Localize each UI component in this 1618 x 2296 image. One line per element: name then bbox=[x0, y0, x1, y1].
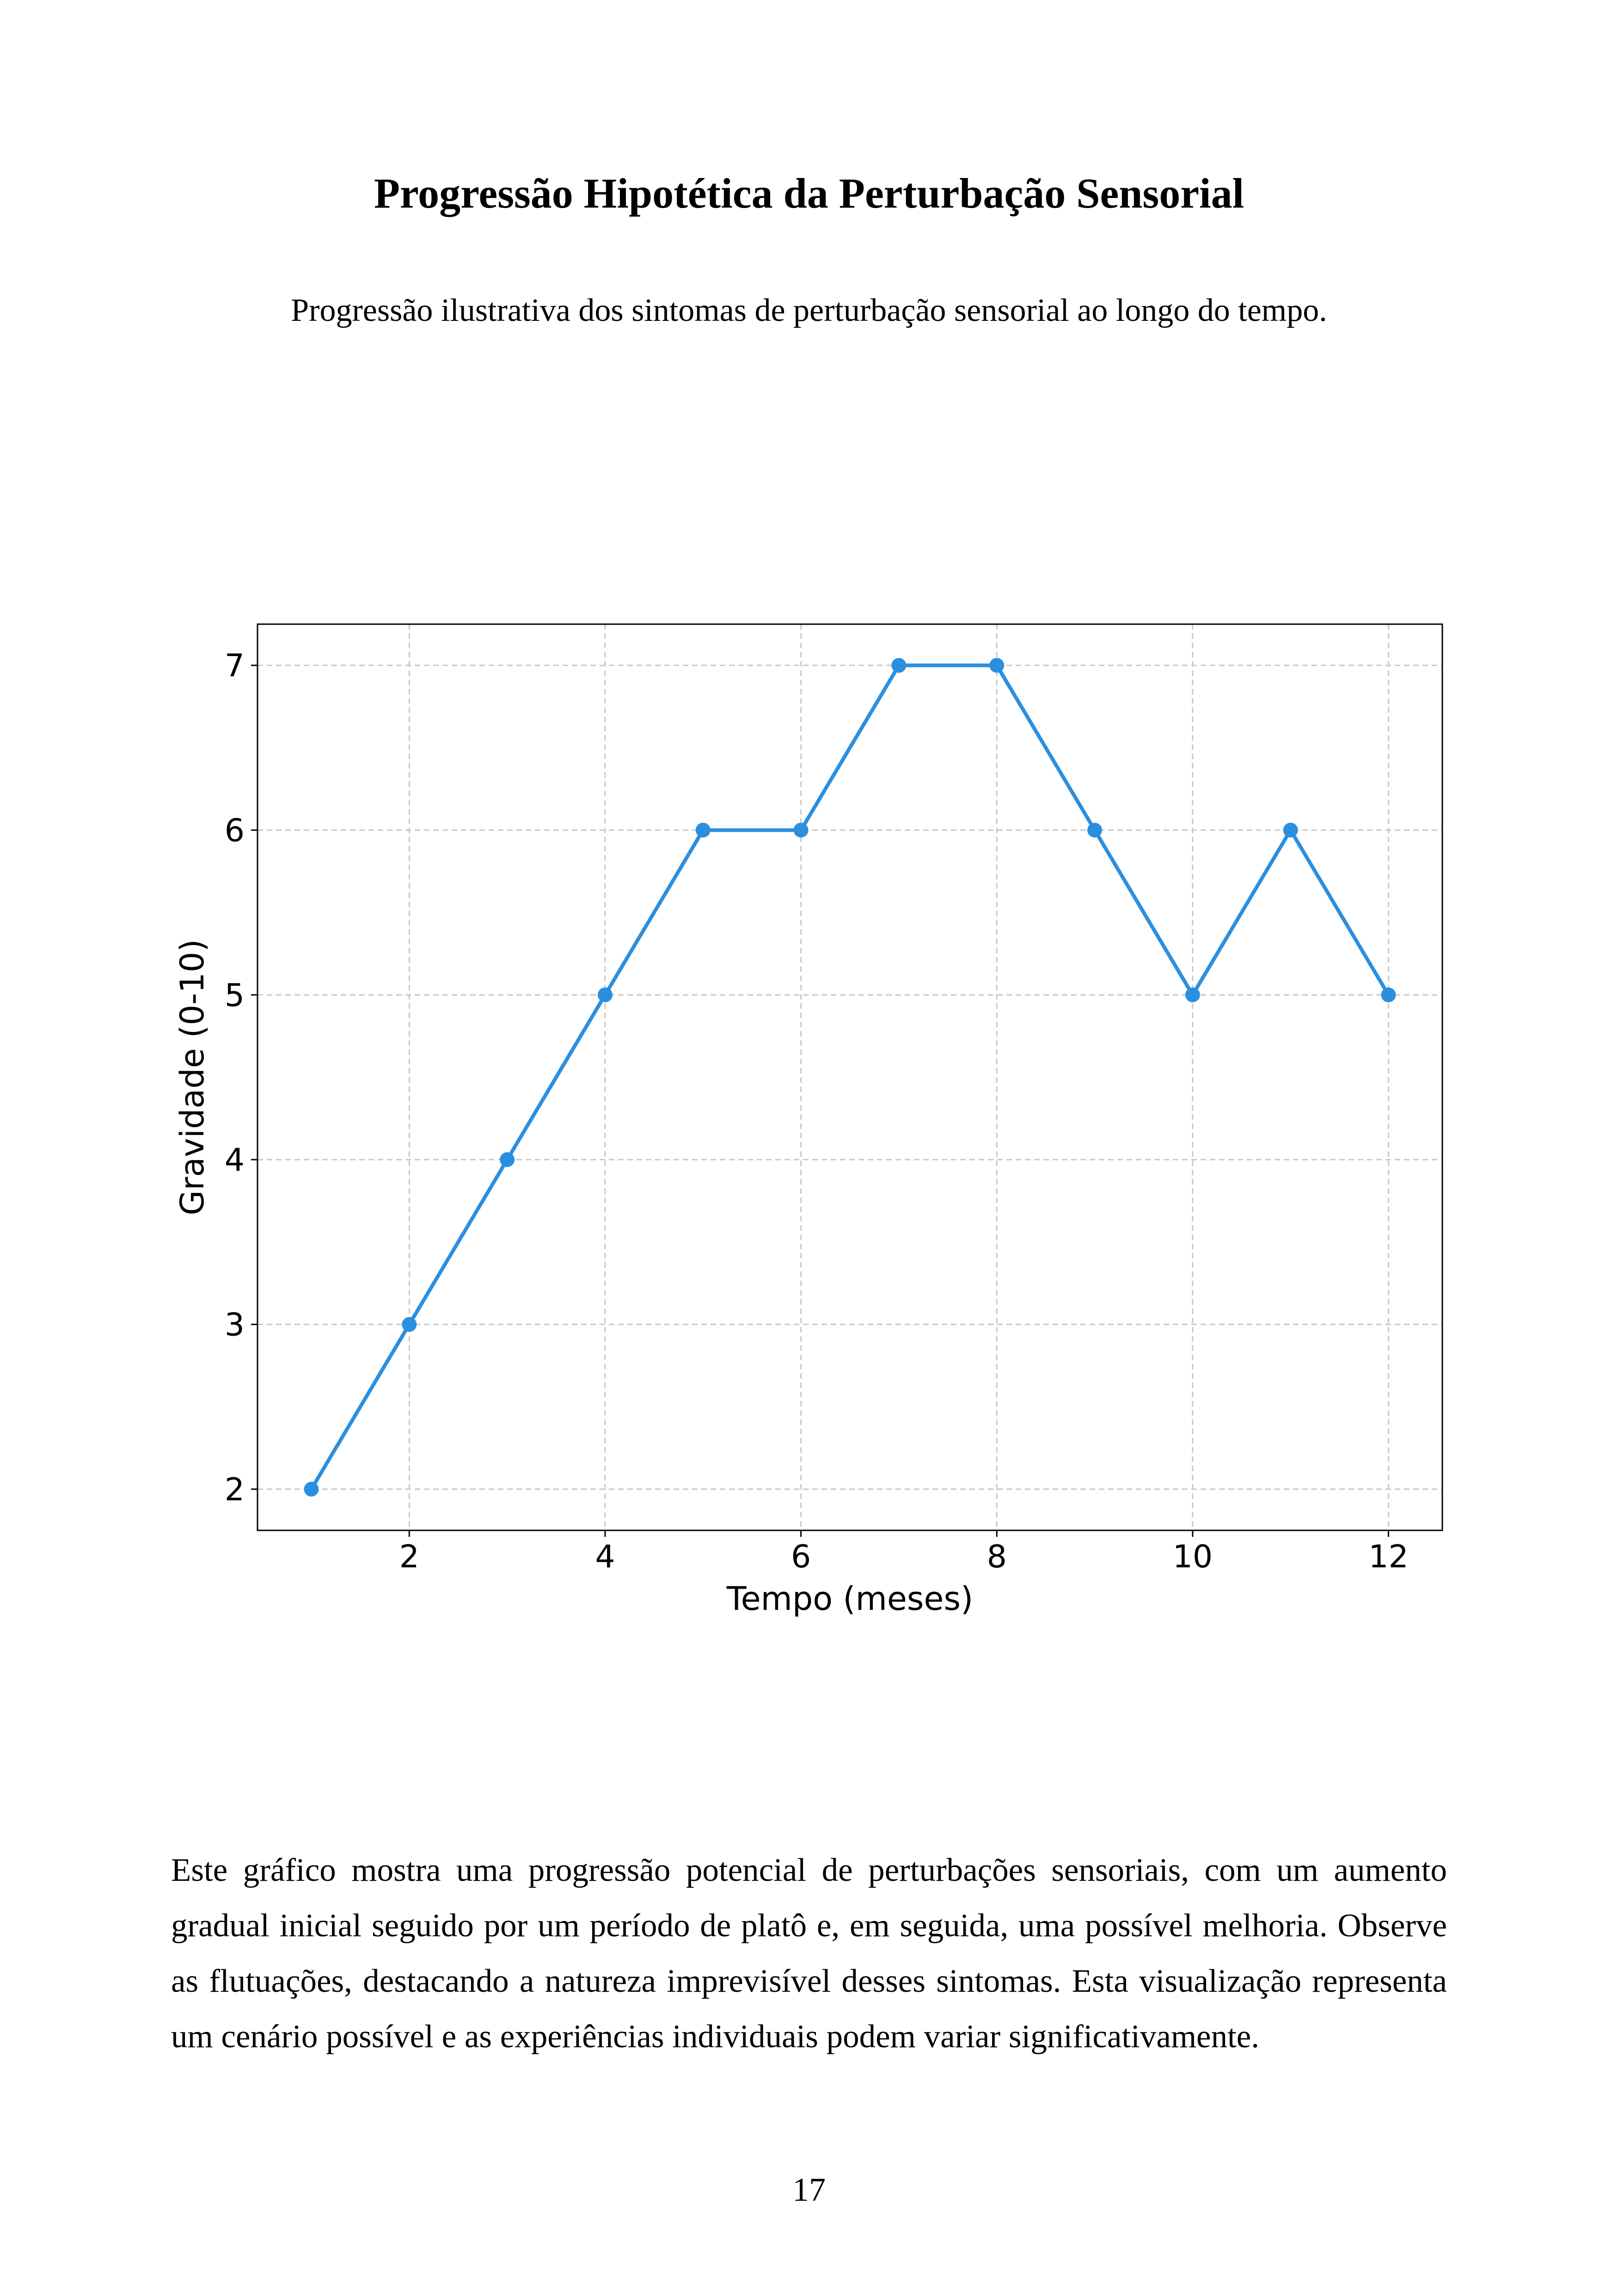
data-point bbox=[891, 658, 906, 673]
y-tick-label: 4 bbox=[224, 1142, 245, 1179]
x-tick-label: 2 bbox=[399, 1539, 419, 1575]
data-point bbox=[794, 823, 809, 837]
tick-layer bbox=[225, 648, 1409, 1575]
page-title: Progressão Hipotética da Perturbação Sensorial bbox=[374, 170, 1244, 217]
x-tick-label: 8 bbox=[987, 1539, 1007, 1575]
x-axis-label: Tempo (meses) bbox=[726, 1580, 974, 1618]
body-paragraph: Este gráfico mostra uma progressão potencial de perturbações sensoriais, com um aumento gradual inicial seguido por um período de platô e, em seguida, uma possível melhoria. Observe as flutuações, destacando a natureza imprevisível desses sintomas. Esta visualização representa um cenário possível e as experiências individuais podem variar significativamente. bbox=[171, 1852, 1447, 2055]
chart-svg bbox=[139, 587, 1489, 1632]
data-point bbox=[1381, 988, 1396, 1002]
plot-frame bbox=[257, 624, 1442, 1530]
series-line bbox=[312, 665, 1389, 1489]
line-chart bbox=[139, 587, 1489, 1632]
data-point bbox=[1087, 823, 1102, 837]
data-point bbox=[500, 1152, 515, 1167]
data-point bbox=[989, 658, 1004, 673]
data-point bbox=[696, 823, 711, 837]
y-tick-label: 2 bbox=[224, 1471, 245, 1508]
x-tick-label: 4 bbox=[595, 1539, 615, 1575]
y-tick-label: 3 bbox=[224, 1307, 245, 1344]
x-tick-label: 6 bbox=[791, 1539, 811, 1575]
x-tick-label: 12 bbox=[1368, 1539, 1409, 1575]
series-layer bbox=[304, 658, 1396, 1497]
data-point bbox=[1283, 823, 1298, 837]
y-tick-label: 7 bbox=[224, 648, 245, 685]
data-point bbox=[402, 1317, 417, 1332]
page-number: 17 bbox=[792, 2171, 826, 2208]
x-tick-label: 10 bbox=[1172, 1539, 1213, 1575]
y-tick-label: 6 bbox=[224, 812, 245, 849]
y-tick-label: 5 bbox=[224, 977, 245, 1014]
data-point bbox=[304, 1482, 319, 1497]
data-point bbox=[598, 988, 613, 1002]
y-axis-label: Gravidade (0-10) bbox=[173, 939, 211, 1216]
data-point bbox=[1185, 988, 1200, 1002]
grid-layer bbox=[257, 624, 1442, 1530]
figure-caption: Progressão ilustrativa dos sintomas de perturbação sensorial ao longo do tempo. bbox=[291, 293, 1327, 328]
